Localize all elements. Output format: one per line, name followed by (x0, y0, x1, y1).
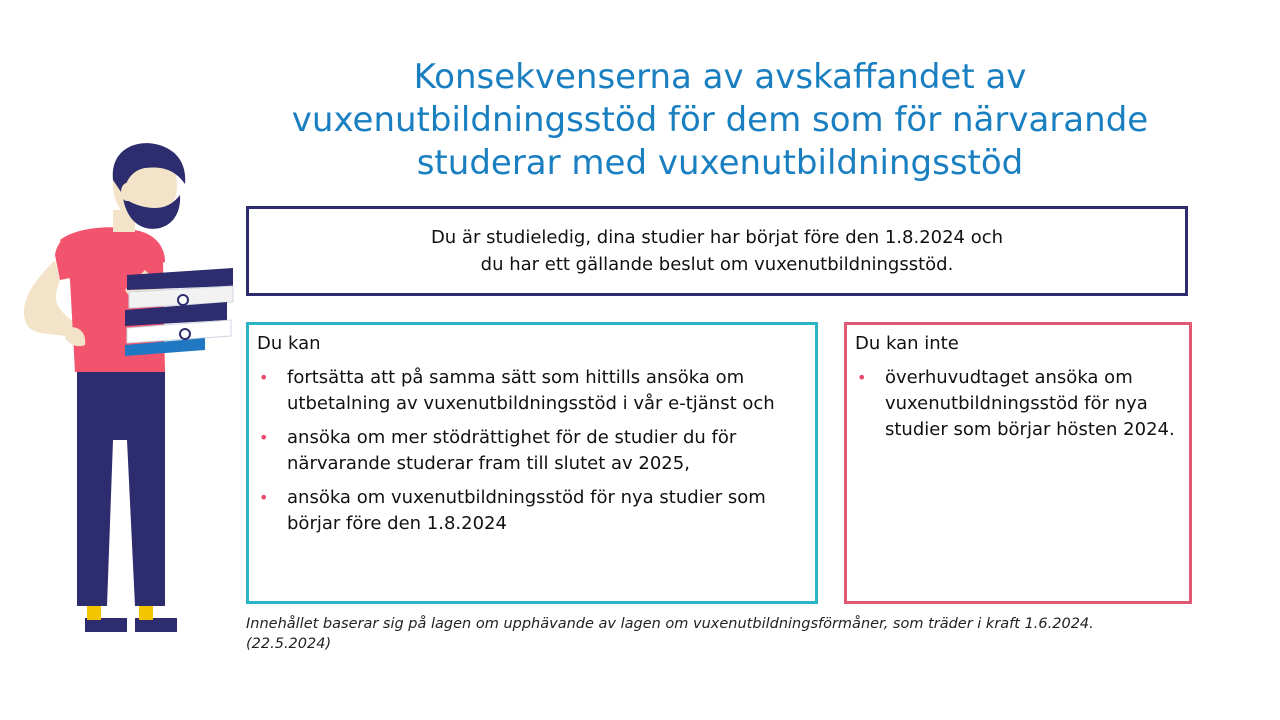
list-item (257, 485, 807, 537)
footnote-line-2: (22.5.2024) (246, 636, 332, 652)
title-line-3: studerar med vuxenutbildningsstöd (416, 143, 1024, 183)
footnote-line-1: Innehållet baserar sig på lagen om upphävande av lagen om vuxenutbildningsförmåner, som träder i kraft 1.6.2024. (246, 616, 1094, 632)
list-item (855, 365, 1181, 443)
bullet-icon: • (857, 368, 867, 387)
intro-box (246, 206, 1188, 296)
title-line-2: vuxenutbildningsstöd för dem som för närvarande (291, 100, 1149, 140)
bullet-icon: • (259, 488, 269, 507)
person-holding-binders-illustration (15, 140, 245, 640)
list-item-text: ansöka om vuxenutbildningsstöd för nya studier som börjar före den 1.8.2024 (287, 487, 766, 534)
list-item-text: fortsätta att på samma sätt som hittills ansöka om utbetalning av vuxenutbildningsstöd i vår e-tjänst och (287, 367, 775, 414)
cannot-box (844, 322, 1192, 604)
cannot-heading: Du kan inte (855, 333, 959, 354)
intro-line-1: Du är studieledig, dina studier har börjat före den 1.8.2024 och (430, 227, 1004, 248)
list-item-text: överhuvudtaget ansöka om vuxenutbildningsstöd för nya studier som börjar hösten 2024. (885, 367, 1175, 440)
can-heading: Du kan (257, 333, 321, 354)
bullet-icon: • (259, 368, 269, 387)
intro-line-2: du har ett gällande beslut om vuxenutbildningsstöd. (480, 254, 954, 275)
list-item (257, 365, 807, 417)
cannot-list (855, 365, 1181, 443)
can-box (246, 322, 818, 604)
title-line-1: Konsekvenserna av avskaffandet av (413, 57, 1027, 97)
list-item (257, 425, 807, 477)
page-title (250, 56, 1190, 185)
list-item-text: ansöka om mer stödrättighet för de studier du för närvarande studerar fram till slutet av 2025, (287, 427, 737, 474)
can-list (257, 365, 807, 537)
bullet-icon: • (259, 428, 269, 447)
footnote (246, 614, 1206, 654)
